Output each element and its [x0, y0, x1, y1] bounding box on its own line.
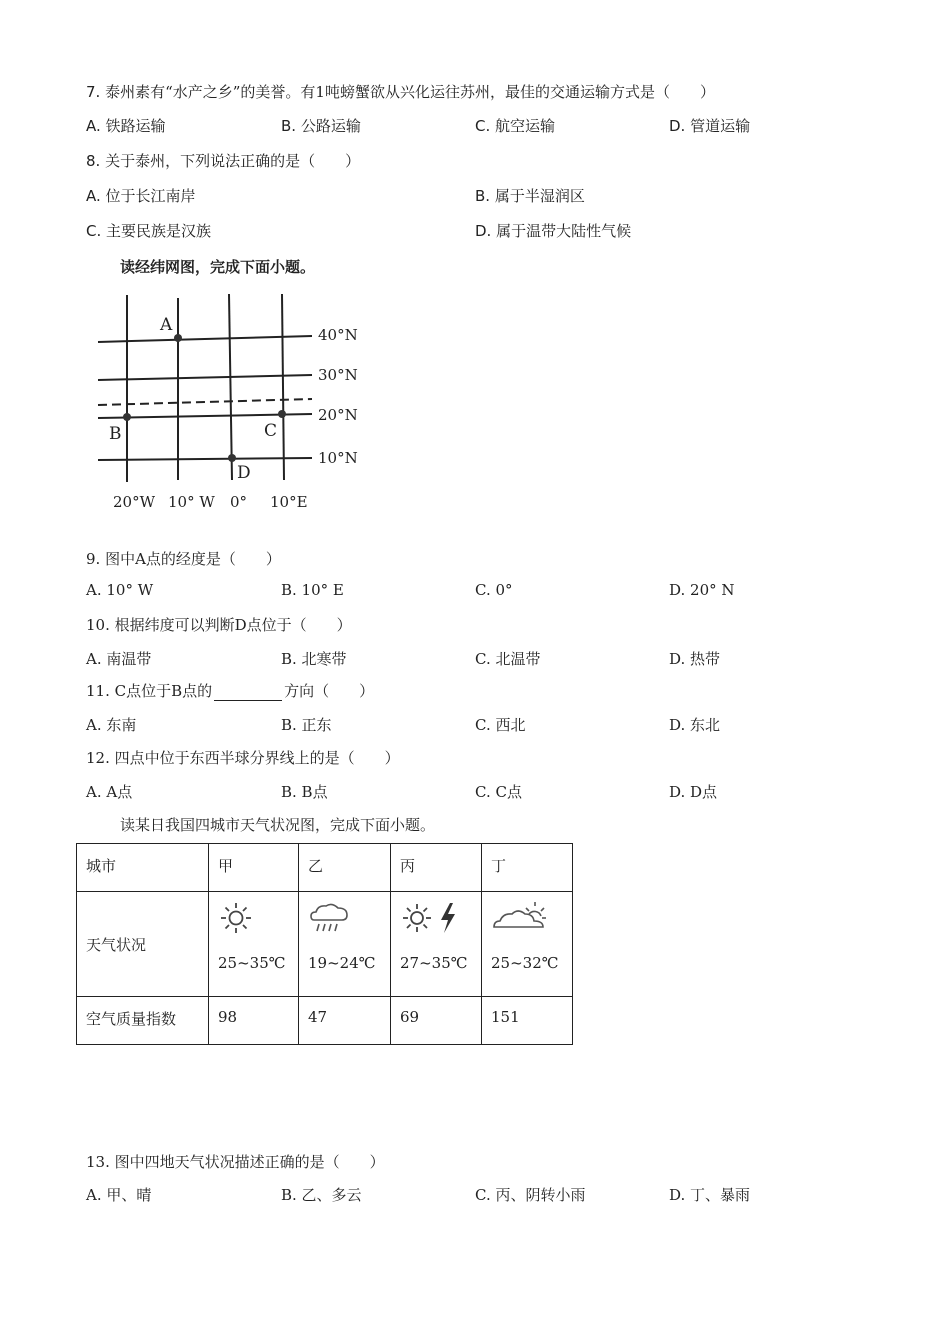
temp-yi: 19~24℃: [308, 954, 376, 972]
tropic-dashed-line: [98, 399, 312, 405]
label-d: D: [237, 463, 251, 483]
q13-option-a[interactable]: A. 甲、晴: [86, 1186, 152, 1204]
city-name-ding: 丁: [482, 844, 573, 892]
q8-option-d[interactable]: D. 属于温带大陆性气候: [475, 222, 632, 240]
q9-option-c[interactable]: C. 0°: [475, 581, 513, 599]
parallel-30n: [98, 375, 312, 380]
q10-option-d[interactable]: D. 热带: [669, 650, 721, 668]
row-label-city: 城市: [77, 844, 209, 892]
q11-stem: 11. C点位于B点的 方向（ ）: [86, 682, 375, 700]
sun-lightning-icon: [400, 900, 466, 936]
q12-option-d[interactable]: D. D点: [669, 783, 718, 801]
q10-option-b[interactable]: B. 北寒带: [281, 650, 347, 668]
label-10n: 10°N: [318, 449, 358, 467]
q9-option-b[interactable]: B. 10° E: [281, 581, 344, 599]
city-name-jia: 甲: [209, 844, 299, 892]
aqi-yi: 47: [299, 997, 391, 1045]
row-label-aqi: 空气质量指数: [77, 997, 209, 1045]
label-10e: 10°E: [270, 493, 308, 511]
q10-option-c[interactable]: C. 北温带: [475, 650, 541, 668]
q8-option-b[interactable]: B. 属于半湿润区: [475, 187, 585, 205]
q13-option-b[interactable]: B. 乙、多云: [281, 1186, 362, 1204]
meridian-0: [229, 294, 232, 480]
label-0: 0°: [230, 493, 248, 511]
lat-lon-grid-map: [90, 290, 370, 520]
point-c: [278, 410, 286, 418]
temp-jia: 25~35℃: [218, 954, 286, 972]
q13-stem: 13. 图中四地天气状况描述正确的是（ ）: [86, 1153, 385, 1171]
label-c: C: [264, 421, 278, 441]
parallel-10n: [98, 458, 312, 460]
q11-option-a[interactable]: A. 东南: [86, 716, 137, 734]
point-b: [123, 413, 131, 421]
label-40n: 40°N: [318, 326, 358, 344]
q10-option-a[interactable]: A. 南温带: [86, 650, 152, 668]
weather-cell-yi: [299, 892, 391, 997]
q12-option-a[interactable]: A. A点: [86, 783, 133, 801]
label-20w: 20°W: [113, 493, 156, 511]
q8-option-a[interactable]: A. 位于长江南岸: [86, 187, 196, 205]
weather-intro: 读某日我国四城市天气状况图，完成下面小题。: [120, 816, 436, 834]
q9-option-a[interactable]: A. 10° W: [86, 581, 154, 599]
weather-cell-ding: [482, 892, 573, 997]
q7-number: 7.: [86, 83, 101, 101]
temp-ding: 25~32℃: [491, 954, 559, 972]
cloud-sun-icon: [491, 900, 549, 936]
weather-cell-bing: [391, 892, 482, 997]
q11-option-d[interactable]: D. 东北: [669, 716, 721, 734]
aqi-bing: 69: [391, 997, 482, 1045]
q7-option-b[interactable]: B. 公路运输: [281, 117, 361, 135]
city-name-bing: 丙: [391, 844, 482, 892]
point-d: [228, 454, 236, 462]
rain-cloud-icon: [308, 900, 352, 936]
weather-table: [76, 843, 573, 1045]
q13-option-c[interactable]: C. 丙、阴转小雨: [475, 1186, 586, 1204]
q12-stem: 12. 四点中位于东西半球分界线上的是（ ）: [86, 749, 400, 767]
weather-cell-jia: [209, 892, 299, 997]
parallel-40n: [98, 336, 312, 342]
label-10w: 10° W: [168, 493, 215, 511]
q9-stem: 9. 图中A点的经度是（ ）: [86, 550, 281, 568]
q8-stem: 8. 关于泰州，下列说法正确的是（ ）: [86, 152, 361, 170]
aqi-ding: 151: [482, 997, 573, 1045]
q13-option-d[interactable]: D. 丁、暴雨: [669, 1186, 751, 1204]
q11-answer-blank[interactable]: [214, 686, 282, 701]
point-a: [174, 334, 182, 342]
q7-option-c[interactable]: C. 航空运输: [475, 117, 556, 135]
q8-number: 8.: [86, 152, 101, 170]
q12-option-b[interactable]: B. B点: [281, 783, 328, 801]
q11-option-b[interactable]: B. 正东: [281, 716, 332, 734]
label-20n: 20°N: [318, 406, 358, 424]
q9-option-d[interactable]: D. 20° N: [669, 581, 735, 599]
temp-bing: 27~35℃: [400, 954, 468, 972]
q11-option-c[interactable]: C. 西北: [475, 716, 526, 734]
label-b: B: [109, 424, 122, 444]
q7-option-a[interactable]: A. 铁路运输: [86, 117, 166, 135]
q7-option-d[interactable]: D. 管道运输: [669, 117, 751, 135]
meridian-10e: [282, 294, 284, 480]
label-30n: 30°N: [318, 366, 358, 384]
q10-stem: 10. 根据纬度可以判断D点位于（ ）: [86, 616, 352, 634]
sun-icon: [218, 900, 258, 936]
q7-stem: 7. 泰州素有“水产之乡”的美誉。有1吨螃蟹欲从兴化运往苏州，最佳的交通运输方式是（ ）: [86, 83, 715, 101]
city-name-yi: 乙: [299, 844, 391, 892]
aqi-jia: 98: [209, 997, 299, 1045]
row-label-weather: 天气状况: [77, 892, 209, 997]
q12-option-c[interactable]: C. C点: [475, 783, 522, 801]
label-a: A: [160, 315, 173, 335]
map-intro: 读经纬网图，完成下面小题。: [120, 258, 316, 276]
q8-option-c[interactable]: C. 主要民族是汉族: [86, 222, 212, 240]
